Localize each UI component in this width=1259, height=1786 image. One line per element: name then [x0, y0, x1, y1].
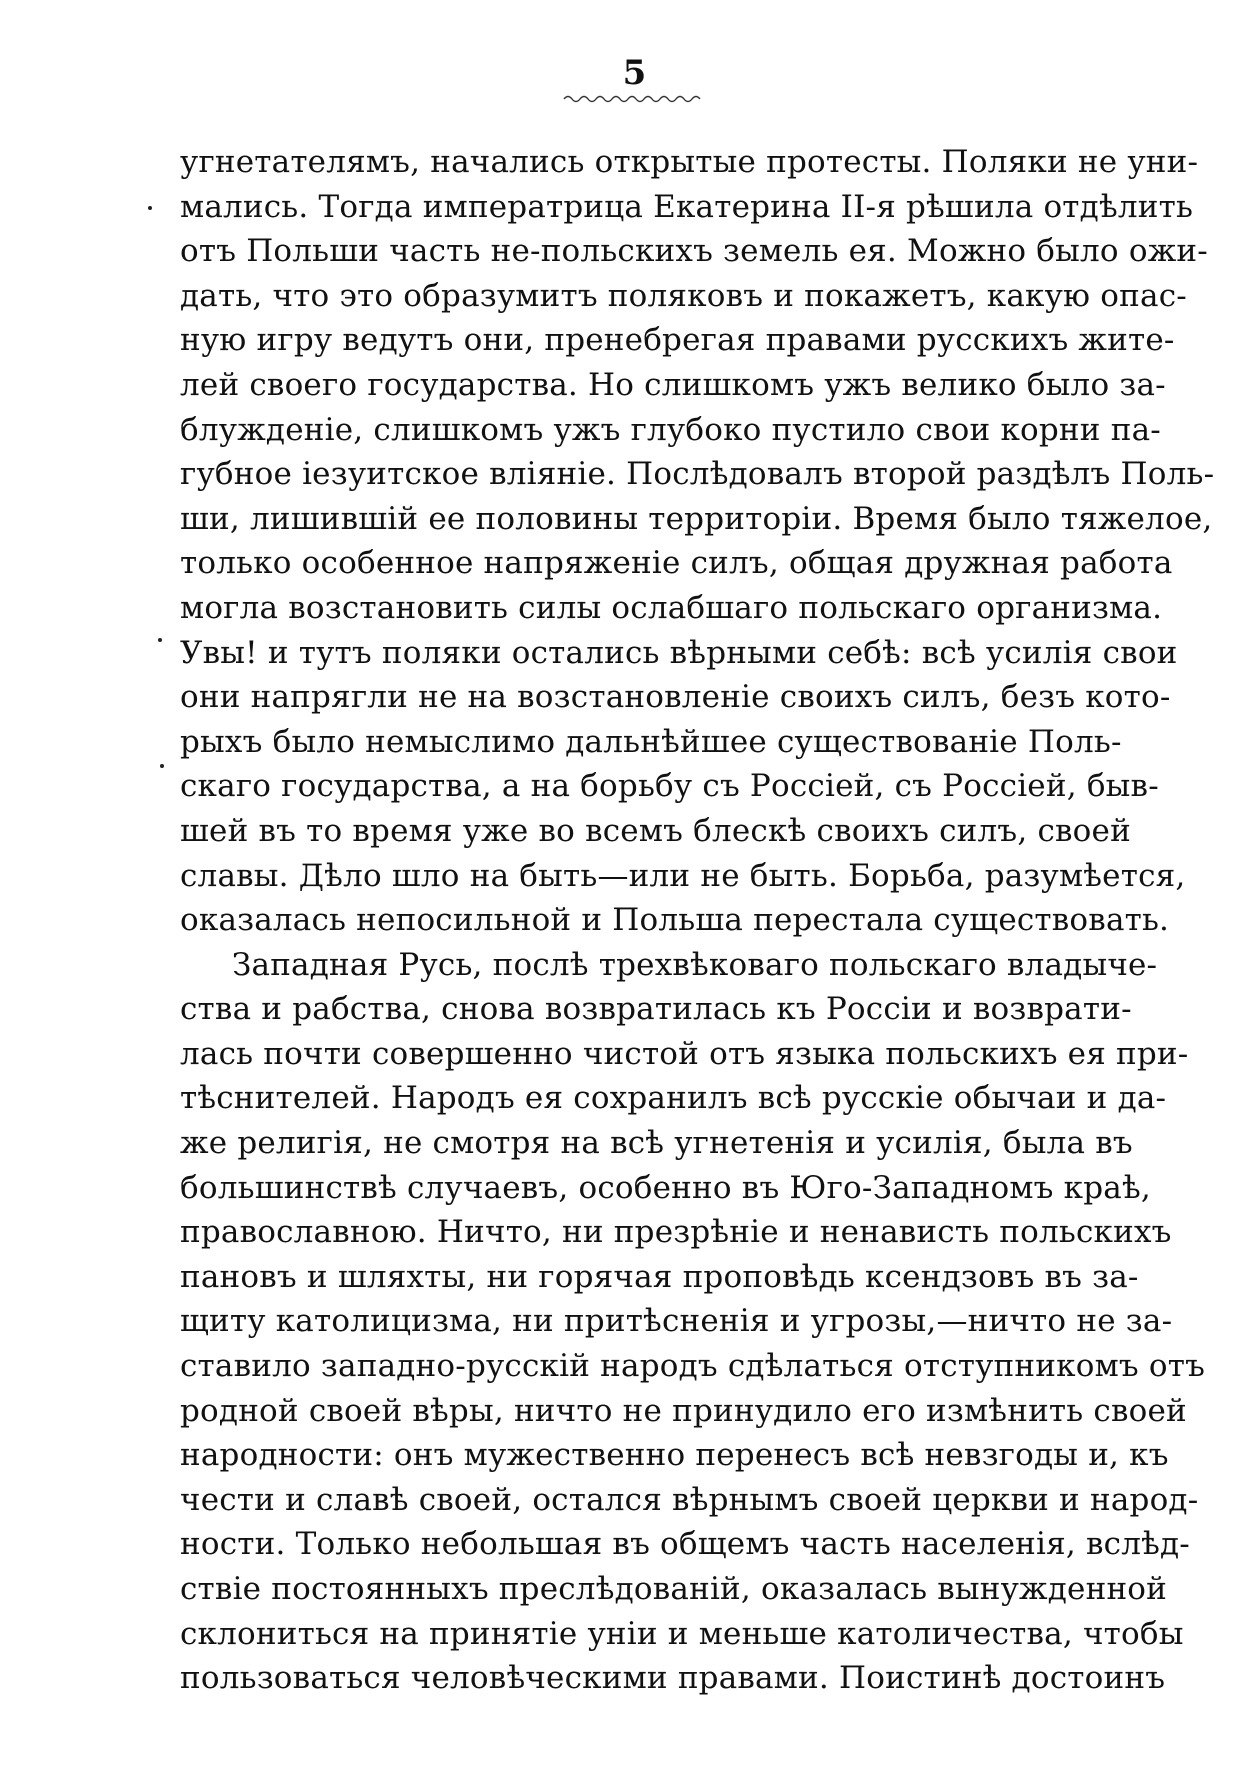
text-line: они напрягли не на возстановленіе своихъ силъ, безъ кото- [180, 679, 1171, 716]
text-line: лась почти совершенно чистой отъ языка польскихъ ея при- [180, 1035, 1189, 1072]
text-line: ности. Только небольшая въ общемъ часть населенія, вслѣд- [180, 1526, 1190, 1563]
paragraph-1 [180, 140, 1215, 943]
text-line: дать, что это образумитъ поляковъ и покажетъ, какую опас- [180, 277, 1187, 314]
text-line: ную игру ведутъ они, пренебрегая правами русскихъ жите- [180, 322, 1175, 359]
text-line: ства и рабства, снова возвратилась къ Россіи и возврати- [180, 991, 1132, 1028]
text-line: рыхъ было немыслимо дальнѣйшее существованіе Поль- [180, 723, 1122, 760]
text-line: тѣснителей. Народъ ея сохранилъ всѣ русскіе обычаи и да- [180, 1080, 1167, 1117]
text-line: только особенное напряженіе силъ, общая дружная работа [180, 545, 1173, 582]
page-header [0, 54, 1259, 92]
text-line: оказалась непосильной и Польша перестала существовать. [180, 902, 1170, 939]
text-line: пользоваться человѣческими правами. Поистинѣ достоинъ [180, 1660, 1166, 1697]
page-number: 5 [622, 53, 647, 93]
text-body [180, 140, 1215, 1701]
text-line: народности: онъ мужественно перенесъ всѣ невзгоды и, къ [180, 1437, 1169, 1474]
text-line: же религія, не смотря на всѣ угнетенія и усилія, была въ [180, 1125, 1133, 1162]
text-line: ши, лишившій ее половины территоріи. Время было тяжелое, [180, 500, 1213, 537]
text-line: мались. Тогда императрица Екатерина II-я рѣшила отдѣлить [180, 188, 1194, 225]
text-line: Увы! и тутъ поляки остались вѣрными себѣ: всѣ усилія свои [180, 634, 1178, 671]
text-line: шей въ то время уже во всемъ блескѣ своихъ силъ, своей [180, 812, 1131, 849]
text-line: скаго государства, а на борьбу съ Россіей, съ Россіей, быв- [180, 768, 1159, 805]
text-line: Западная Русь, послѣ трехвѣковаго польскаго владыче- [232, 946, 1158, 983]
text-line: склониться на принятіе уніи и меньше католичества, чтобы [180, 1615, 1184, 1652]
text-line: ствіе постоянныхъ преслѣдованій, оказалась вынужденной [180, 1571, 1168, 1607]
text-line: отъ Польши часть не-польскихъ земель ея. Можно было ожи- [180, 233, 1208, 270]
text-line: могла возстановить силы ослабшаго польскаго организма. [180, 589, 1163, 626]
text-line: чести и славѣ своей, остался вѣрнымъ своей церкви и народ- [180, 1481, 1199, 1518]
paragraph-2 [180, 943, 1205, 1701]
margin-dot [148, 206, 152, 210]
text-line: угнетателямъ, начались открытые протесты. Поляки не уни- [180, 144, 1199, 180]
text-line: пановъ и шляхты, ни горячая проповѣдь ксендзовъ въ за- [180, 1258, 1139, 1295]
wavy-ornament-icon [562, 92, 702, 106]
text-line: большинствѣ случаевъ, особенно въ Юго-Западномъ краѣ, [180, 1169, 1151, 1206]
text-line: православною. Ничто, ни презрѣніе и ненависть польскихъ [180, 1214, 1172, 1251]
margin-dot [160, 764, 164, 768]
text-line: щиту католицизма, ни притѣсненія и угрозы,—ничто не за- [180, 1303, 1173, 1340]
text-line: родной своей вѣры, ничто не принудило его измѣнить своей [180, 1392, 1187, 1429]
text-line: губное іезуитское вліяніе. Послѣдовалъ второй раздѣлъ Поль- [180, 456, 1215, 493]
text-line: лей своего государства. Но слишкомъ ужъ велико было за- [180, 366, 1166, 403]
text-line: ставило западно-русскій народъ сдѣлаться отступникомъ отъ [180, 1348, 1205, 1385]
margin-dot [158, 638, 162, 642]
text-line: блужденіе, слишкомъ ужъ глубоко пустило свои корни па- [180, 411, 1161, 448]
text-line: славы. Дѣло шло на быть—или не быть. Борьба, разумѣется, [180, 857, 1186, 894]
